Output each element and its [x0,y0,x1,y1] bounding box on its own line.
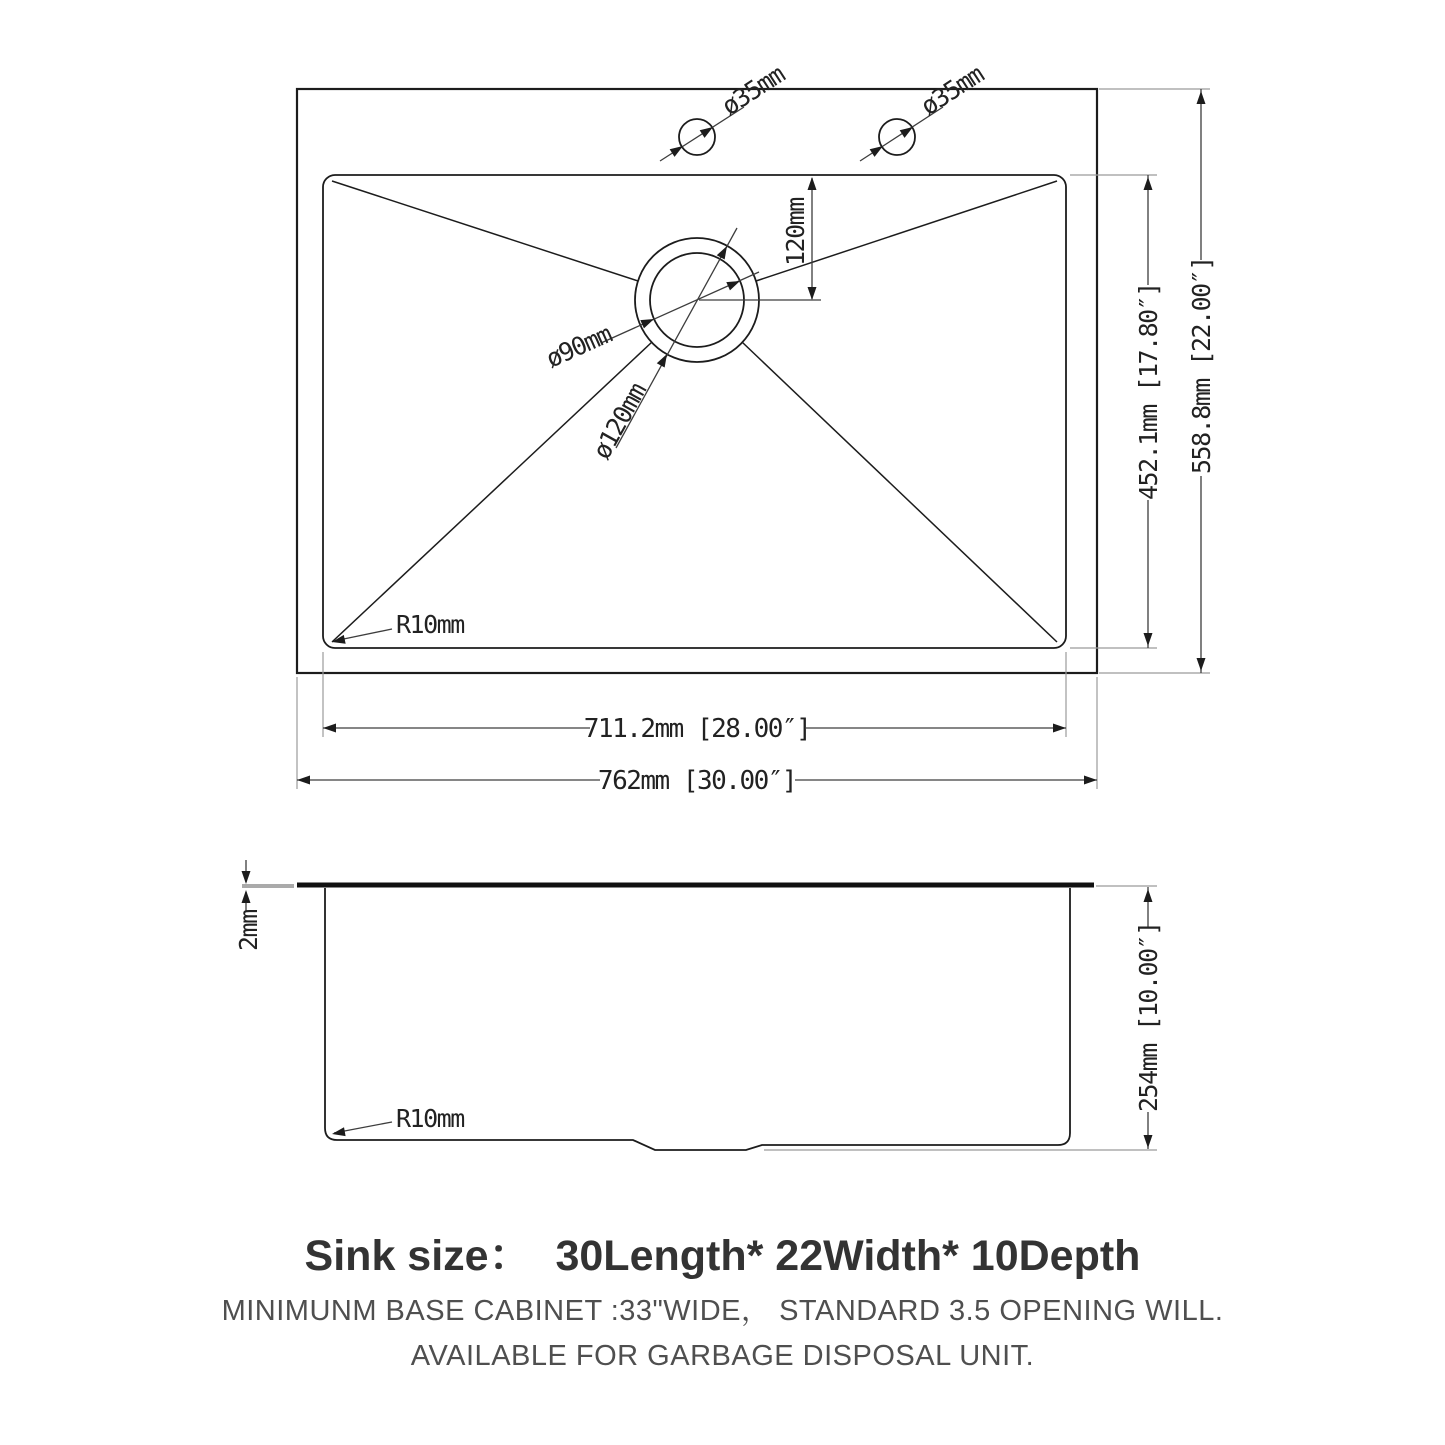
arrowhead [1144,1135,1153,1148]
overall-depth-label: 558.8mm [22.00″] [1187,257,1216,474]
dim-corner-radius-side [331,1104,464,1138]
sink-size-title: Sink size： 30Length* 22Width* 10Depth [304,1232,1141,1280]
dim-overall-height [764,886,1163,1150]
arrowhead [1084,776,1097,785]
dim-rim-thickness [234,860,294,951]
overall-width-label: 762mm [30.00″] [597,766,797,796]
arrowhead [242,871,251,884]
sink-basin-outline [323,175,1066,648]
sink-outer-outline [297,89,1097,673]
rim-thickness-label: 2mm [234,910,263,951]
dim-faucet-hole-left [660,60,789,161]
dim-faucet-hole-right [860,60,988,161]
dim-drain-inner-diameter [542,272,759,373]
drain-outer-diameter-label: ø120mm [586,378,652,464]
top-view [297,60,1216,796]
arrowhead [1053,724,1066,733]
faucet-hole-left-label: ø35mm [716,59,790,122]
faucet-hole-right-label: ø35mm [915,59,989,122]
arrowhead [657,352,671,368]
arrowhead [1144,889,1153,902]
arrowhead [1144,177,1153,190]
dim-basin-width [323,652,1066,744]
arrowhead [1197,91,1206,104]
base-cabinet-note: MINIMUNM BASE CABINET :33"WIDE， STANDARD 3.5 OPENING WILL. [221,1295,1224,1327]
side-view [234,860,1163,1150]
arrowhead [297,776,310,785]
arrowhead [1144,633,1153,646]
dim-basin-depth [1070,175,1163,648]
drain-offset-label: 120mm [781,198,810,266]
dim-drain-offset [699,177,821,300]
garbage-disposal-note: AVAILABLE FOR GARBAGE DISPOSAL UNIT. [410,1340,1035,1372]
basin-diagonal-lines [332,181,1057,642]
arrowhead [1197,658,1206,671]
arrowhead [808,287,817,300]
corner-radius-top-label: R10mm [396,610,464,639]
arrowhead [242,890,251,903]
basin-depth-label: 452.1mm [17.80″] [1134,283,1163,500]
basin-width-label: 711.2mm [28.00″] [583,714,811,744]
overall-height-label: 254mm [10.00″] [1134,922,1163,1112]
dim-corner-radius-top [331,610,464,646]
arrowhead [323,724,336,733]
drain-inner-diameter-label: ø90mm [541,319,616,374]
corner-radius-side-label: R10mm [396,1104,464,1133]
arrowhead [331,1127,345,1138]
arrowhead [808,177,817,190]
